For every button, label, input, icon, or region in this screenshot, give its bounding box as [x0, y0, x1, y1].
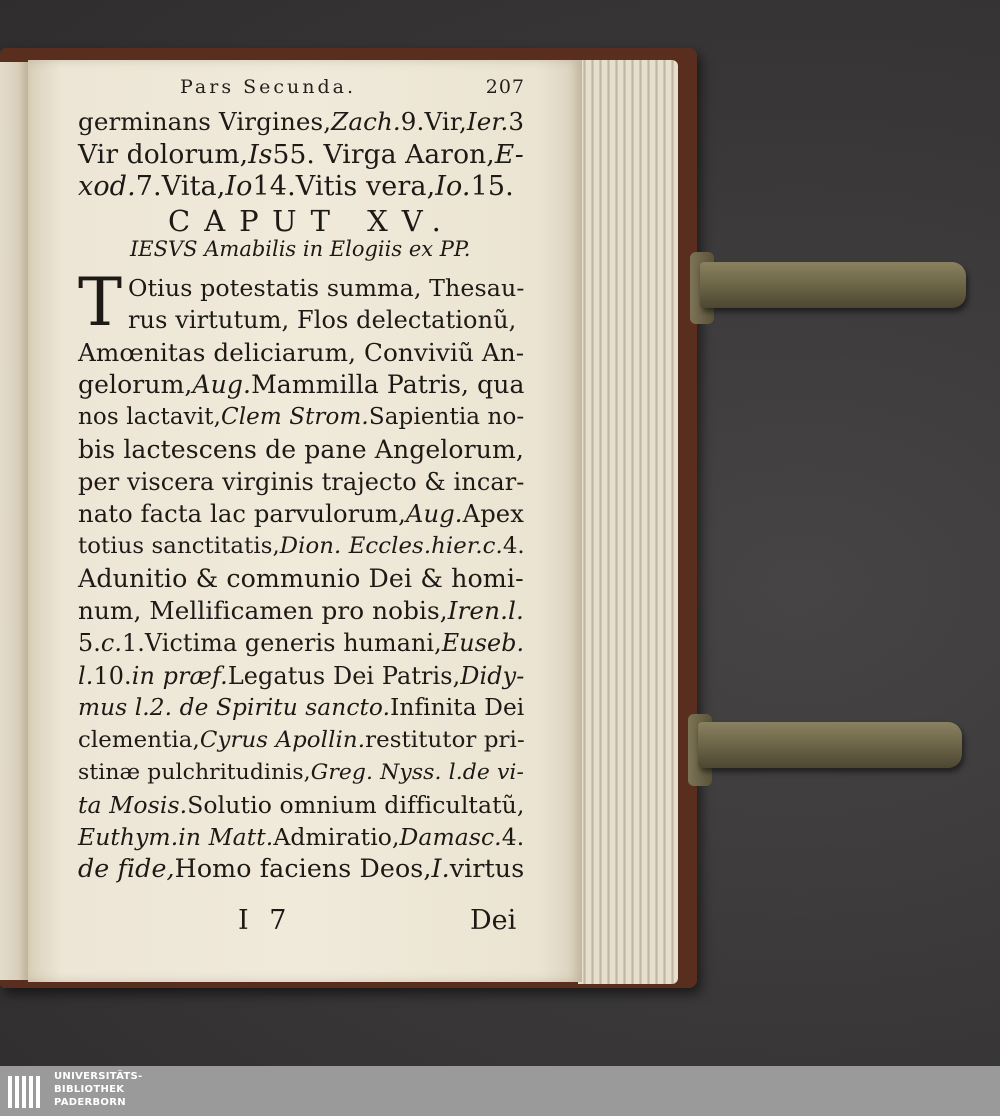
- text-run: Zach.: [331, 107, 401, 136]
- folio-number: 207: [485, 76, 525, 98]
- text-run: E-: [494, 138, 524, 170]
- text-run: Sapientia no-: [368, 404, 525, 431]
- text-run: Amœnitas deliciarum, Conviviũ An-: [78, 337, 525, 367]
- left-page-edge: [0, 62, 30, 980]
- text-run: Euseb.: [441, 629, 525, 658]
- signature-mark: I 7: [238, 905, 293, 936]
- text-line: [78, 563, 524, 595]
- text-line: [78, 660, 524, 692]
- logo-line: UNIVERSITÄTS-: [54, 1071, 143, 1082]
- text-run: per viscera virginis trajecto & incar-: [78, 467, 525, 496]
- text-run: Apex: [462, 500, 524, 529]
- text-line: [78, 498, 524, 530]
- text-run: 9.Vir,: [400, 107, 467, 136]
- text-run: Vir dolorum,: [78, 138, 249, 170]
- text-run: de fide,: [78, 854, 175, 884]
- text-run: Io.: [435, 171, 471, 202]
- text-line: [78, 171, 524, 203]
- text-run: 55. Virga Aaron,: [272, 138, 495, 170]
- text-run: Homo faciens Deos,: [174, 854, 432, 884]
- text-run: totius sanctitatis,: [78, 533, 280, 560]
- text-run: Is: [248, 138, 273, 170]
- text-line: [78, 627, 524, 659]
- text-run: Ier.: [466, 107, 509, 136]
- text-run: nato facta lac parvulorum,: [78, 500, 406, 529]
- text-run: Aug.: [405, 500, 463, 529]
- text-line: [128, 272, 574, 304]
- text-run: Adunitio & communio Dei & homi-: [78, 563, 524, 593]
- text-run: Otius potestatis summa, Thesau-: [128, 274, 525, 302]
- text-run: Greg. Nyss. l.de vi-: [310, 759, 524, 785]
- text-run: Aug.: [192, 369, 252, 399]
- text-run: Infinita Dei: [390, 693, 525, 721]
- library-logo-icon: [6, 1070, 46, 1112]
- text-line: [78, 369, 524, 401]
- text-line: [78, 853, 524, 885]
- page-edges: [578, 60, 678, 984]
- text-line: [78, 595, 524, 627]
- text-run: restitutor pri-: [365, 727, 525, 754]
- text-run: bis lactescens de pane Angelorum,: [78, 434, 524, 464]
- text-line: [78, 139, 524, 171]
- chapter-subheading: IESVS Amabilis in Elogiis ex PP.: [130, 237, 471, 261]
- text-run: Solutio omnium difficultatũ,: [187, 790, 525, 819]
- text-run: in præf.: [131, 661, 228, 690]
- text-run: Didy-: [460, 661, 525, 690]
- text-run: Io: [225, 171, 253, 202]
- library-footer-bar: [0, 1066, 1000, 1116]
- text-run: gelorum,: [78, 369, 193, 399]
- upper-clasp: [700, 262, 966, 308]
- text-run: Legatus Dei Patris,: [227, 661, 461, 690]
- text-run: 7.Vita,: [135, 171, 226, 202]
- text-run: rus virtutum, Flos delectationũ,: [128, 306, 517, 335]
- text-run: Cyrus Apollin.: [199, 727, 366, 754]
- text-run: nos lactavit,: [78, 404, 221, 431]
- text-run: 3: [508, 107, 525, 136]
- text-line: [78, 724, 524, 756]
- text-line: [78, 530, 524, 562]
- text-run: num, Mellificamen pro nobis,: [78, 596, 448, 625]
- text-run: c.: [100, 629, 122, 658]
- chapter-heading: CAPUT XV.: [168, 204, 455, 238]
- text-line: [78, 821, 524, 853]
- text-line: [78, 434, 524, 466]
- text-run: Damasc.: [399, 823, 502, 852]
- text-run: Euthym.in Matt.: [78, 823, 274, 852]
- text-run: l.: [78, 661, 94, 690]
- text-run: 15.: [470, 171, 514, 202]
- text-run: mus l.2. de Spiritu sancto.: [78, 693, 391, 721]
- text-line: [78, 401, 524, 433]
- text-line: [78, 757, 524, 789]
- text-run: 14.Vitis vera,: [252, 171, 436, 202]
- catchword: Dei: [470, 905, 517, 936]
- text-line: [78, 789, 524, 821]
- text-run: 5.: [78, 629, 101, 658]
- text-line: [78, 106, 524, 138]
- drop-cap: T: [78, 264, 123, 341]
- text-line: [128, 304, 574, 336]
- text-run: Dion. Eccles.hier.c.: [279, 533, 503, 560]
- text-line: [78, 337, 524, 369]
- text-run: virtus: [449, 854, 525, 884]
- text-run: 1.Victima generis humani,: [122, 629, 442, 658]
- logo-line: PADERBORN: [54, 1097, 126, 1108]
- library-logo-text: [54, 1070, 143, 1109]
- text-run: Admiratio,: [273, 823, 400, 852]
- text-run: 4.: [502, 533, 525, 560]
- text-run: Mammilla Patris, qua: [251, 369, 525, 399]
- lower-clasp: [698, 722, 962, 768]
- text-run: I.: [431, 854, 450, 884]
- running-head-title: Pars Secunda.: [180, 76, 357, 98]
- text-run: stinæ pulchritudinis,: [78, 759, 311, 785]
- running-head: [180, 76, 525, 98]
- text-run: Iren.l.: [447, 596, 524, 625]
- text-run: germinans Virgines,: [78, 107, 332, 136]
- logo-line: BIBLIOTHEK: [54, 1084, 125, 1095]
- text-run: xod.: [78, 171, 136, 202]
- text-line: [78, 466, 524, 498]
- text-run: Clem Strom.: [220, 404, 369, 431]
- text-run: 10.: [93, 661, 132, 690]
- text-line: [78, 692, 524, 724]
- text-run: 4.: [501, 823, 525, 852]
- text-run: clementia,: [78, 727, 200, 754]
- text-run: ta Mosis.: [78, 790, 188, 819]
